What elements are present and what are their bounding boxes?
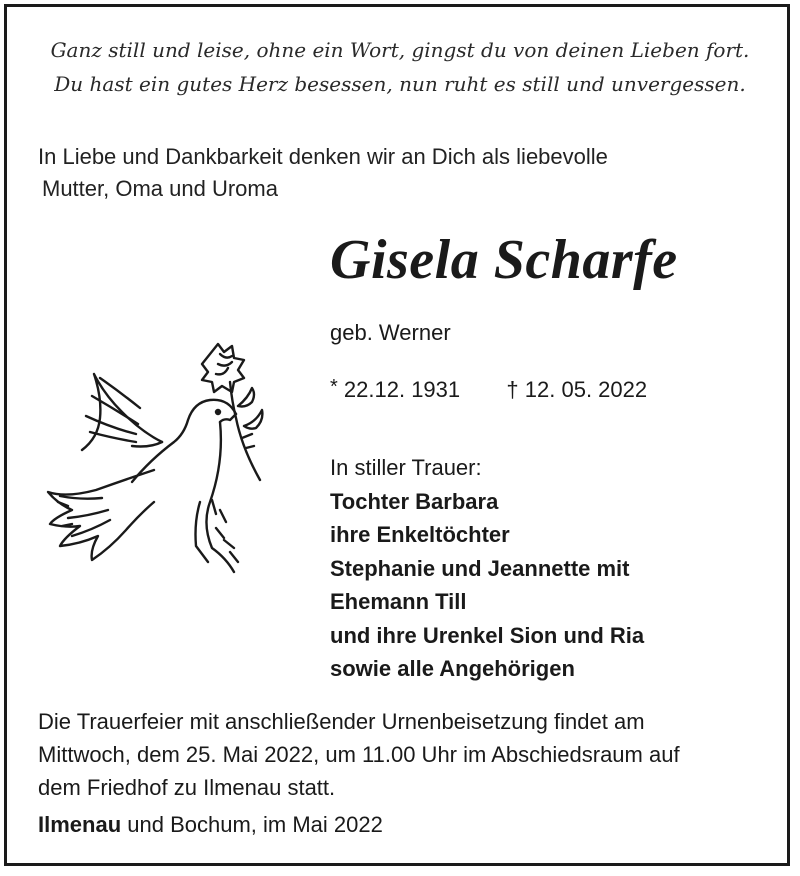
mourner-line: ihre Enkeltöchter	[330, 522, 510, 547]
funeral-line-2: Mittwoch, dem 25. Mai 2022, um 11.00 Uhr im Abschiedsraum auf	[38, 742, 680, 767]
intro-line-2: Mutter, Oma und Uroma	[42, 176, 278, 201]
mourner-line: sowie alle Angehörigen	[330, 656, 575, 681]
mourners-heading: In stiller Trauer:	[330, 455, 482, 480]
birth-symbol: *	[330, 376, 338, 398]
funeral-line-1: Die Trauerfeier mit anschließender Urnenbeisetzung findet am	[38, 709, 645, 734]
poem-line-1: Ganz still und leise, ohne ein Wort, gingst du von deinen Lieben fort.	[50, 38, 750, 62]
funeral-notice	[38, 705, 778, 804]
life-dates	[330, 376, 647, 403]
death-date: 12. 05. 2022	[524, 377, 648, 402]
closing-rest: und Bochum, im Mai 2022	[121, 812, 383, 837]
funeral-line-3: dem Friedhof zu Ilmenau statt.	[38, 775, 336, 800]
poem-line-2: Du hast ein gutes Herz besessen, nun ruht es still und unvergessen.	[54, 72, 746, 96]
mourner-line: Stephanie und Jeannette mit	[330, 555, 630, 581]
intro-line-1: In Liebe und Dankbarkeit denken wir an Dich als liebevolle	[38, 144, 608, 169]
mourner-line: und ihre Urenkel Sion und Ria	[330, 622, 645, 648]
mourners-block	[330, 451, 644, 686]
mourner-line: Ehemann Till	[330, 589, 467, 614]
closing-line	[38, 812, 383, 838]
birth-name: geb. Werner	[330, 320, 451, 345]
closing-place: Ilmenau	[38, 812, 122, 837]
birth-date: 22.12. 1931	[343, 377, 461, 402]
deceased-name: Gisela Scharfe	[330, 229, 678, 291]
mourner-line: Tochter Barbara	[330, 488, 499, 514]
death-symbol: †	[506, 377, 519, 402]
dove-with-rose-icon	[40, 330, 280, 580]
